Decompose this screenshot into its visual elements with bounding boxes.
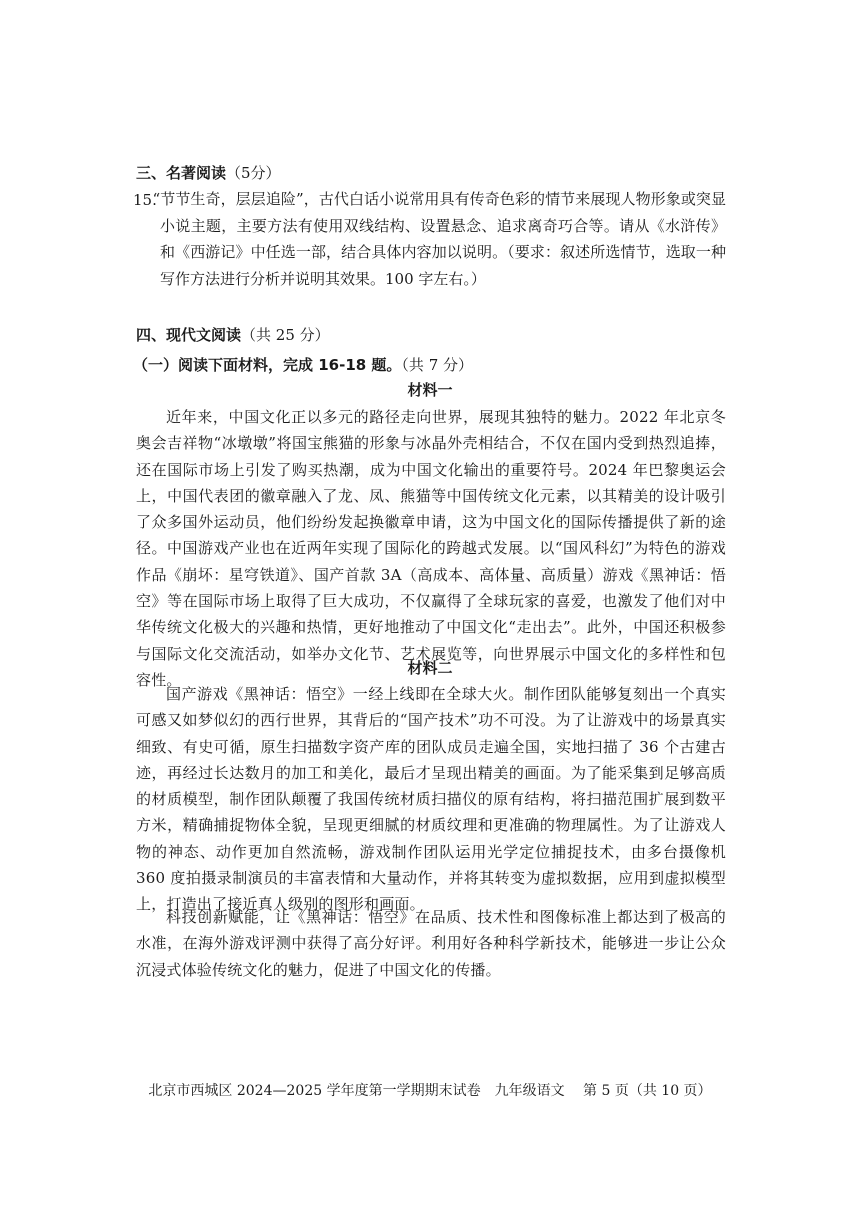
section4-points: （共 25 分） xyxy=(241,326,330,344)
section4-title: 四、现代文阅读 xyxy=(136,326,242,344)
question-15-number: 15. xyxy=(133,191,157,209)
part1-points: （共 7 分） xyxy=(401,356,474,374)
section3-heading xyxy=(136,163,281,183)
section3-points: （5分） xyxy=(226,164,281,182)
section4-heading xyxy=(136,325,330,345)
section3-title: 三、名著阅读 xyxy=(136,164,227,182)
part1-title: （一）阅读下面材料，完成 16-18 题。 xyxy=(133,356,402,374)
material2-paragraph-2: 科技创新赋能，让《黑神话：悟空》在品质、技术性和图像标准上都达到了极高的水准，在海外游戏评测中获得了高分好评。利用好各种科学新技术，能够进一步让公众沉浸式体验传统文化的魅力，促进了中国文化的传播。 xyxy=(136,908,726,979)
question-15-text: “节节生奇，层层追险”，古代白话小说常用具有传奇色彩的情节来展现人物形象或突显小说主题，主要方法有使用双线结构、设置悬念、追求离奇巧合等。请从《水浒传》和《西游记》中任选一部，结合具体内容加以说明。（要求：叙述所选情节，选取一种写作方法进行分析并说明其效果。100 字左右。） xyxy=(152,190,726,288)
page-footer: 北京市西城区 2024—2025 学年度第一学期期末试卷 九年级语文 第 5 页（共 10 页） xyxy=(148,1083,712,1099)
material1-paragraph: 近年来，中国文化正以多元的路径走向世界，展现其独特的魅力。2022 年北京冬奥会吉祥物“冰墩墩”将国宝熊猫的形象与冰晶外壳相结合，不仅在国内受到热烈追捧，还在国际市场上引发了购买热潮，成为中国文化输出的重要符号。2024 年巴黎奥运会上，中国代表团的徽章融入了龙、凤、熊猫等中国传统文化元素，以其精美的设计吸引了众多国外运动员，他们纷纷发起换徽章申请，这为中国文化的国际传播提供了新的途径。中国游戏产业也在近两年实现了国际化的跨越式发展。以“国风科幻”为特色的游戏作品《崩坏：星穹铁道》、国产首款 3A（高成本、高体量、高质量）游戏《黑神话：悟空》等在国际市场上取得了巨大成功，不仅赢得了全球玩家的喜爱，也激发了他们对中华传统文化极大的兴趣和热情，更好地推动了中国文化“走出去”。此外，中国还积极参与国际文化交流活动，如举办文化节、艺术展览等，向世界展示中国文化的多样性和包容性。 xyxy=(136,408,726,689)
material2-paragraph-1: 国产游戏《黑神话：悟空》一经上线即在全球大火。制作团队能够复刻出一个真实可感又如梦似幻的西行世界，其背后的“国产技术”功不可没。为了让游戏中的场景真实细致、有史可循，原生扫描数字资产库的团队成员走遍全国，实地扫描了 36 个古建古迹，再经过长达数月的加工和美化，最后才呈现出精美的画面。为了能采集到足够高质的材质模型，制作团队颠覆了我国传统材质扫描仪的原有结构，将扫描范围扩展到数平方米，精确捕捉物体全貌，呈现更细腻的材质纹理和更准确的物理属性。为了让游戏人物的神态、动作更加自然流畅，游戏制作团队运用光学定位捕捉技术，由多台摄像机 360 度拍摄录制演员的丰富表情和大量动作，并将其转变为虚拟数据，应用到虚拟模型上，打造出了接近真人级别的图形和画面。 xyxy=(136,685,726,914)
material2-title: 材料二 xyxy=(407,659,453,677)
part1-heading xyxy=(133,355,473,375)
material1-title: 材料一 xyxy=(407,381,453,399)
